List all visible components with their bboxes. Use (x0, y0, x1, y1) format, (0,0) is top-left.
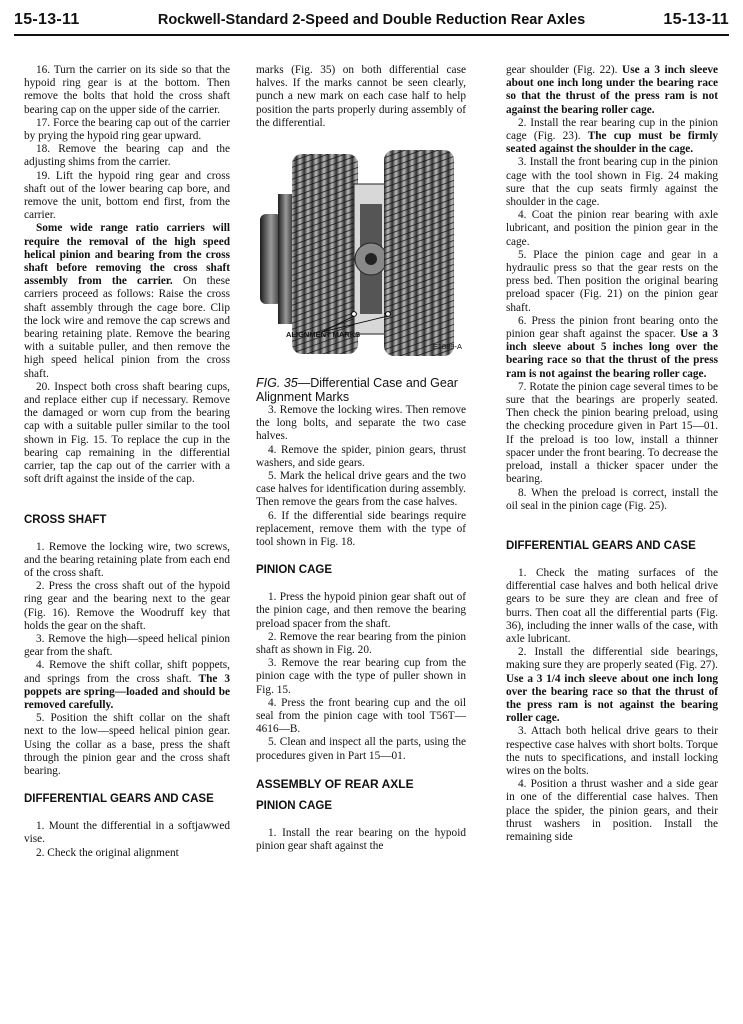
step-17: 17. Force the bearing cap out of the carrier by prying the hypoid ring gear upward. (24, 116, 230, 143)
assembly-step-4: 4. Coat the pinion rear bearing with axle lubricant, and position the pinion gear in the cage. (506, 209, 718, 248)
heading-differential-gears: DIFFERENTIAL GEARS AND CASE (24, 793, 214, 806)
diff-assembly-step-4: 4. Position a thrust washer and a side gear in one of the differential case halves. Then place the spider, the pinion gears, and their thrust washers in position. Install the remaining side (506, 778, 718, 843)
assembly-step-6-text: 6. Press the pinion front bearing onto the pinion gear shaft against the spacer. (506, 314, 718, 341)
column-3 (506, 64, 718, 844)
step-20: 20. Inspect both cross shaft bearing cups, and replace either cup if necessary. Remove the damaged or worn cup from the bearing cap with a suitable puller similar to the tool shown in Fig. 15. To replace the cup in the bearing cap remaining in the differential carrier, tap the cap out of the carrier with a soft drift against the inside of the cap. (24, 380, 230, 486)
assembly-step-3: 3. Install the front bearing cup in the pinion cage with the tool shown in Fig. 24 making sure that the cup seats firmly against the shoulder in the cage. (506, 156, 718, 209)
diff-assembly-step-3: 3. Attach both helical drive gears to their respective case halves with short bolts. Torque the nuts to specifications, and install locking wires on the bolts. (506, 725, 718, 777)
diff-assembly-step-1: 1. Check the mating surfaces of the differential case halves and both helical drive gears to be sure they are clean and free of burrs. Then coat all the differential parts (Fig. 36), including the inner walls of the case, with axle lubricant. (506, 566, 718, 645)
step-6: 6. If the differential side bearings require replacement, remove them with the type of tool shown in Fig. 18. (256, 509, 466, 549)
heading-assembly-rear-axle: ASSEMBLY OF REAR AXLE (256, 776, 414, 791)
pinion-step-4: 4. Press the front bearing cup and the oil seal from the pinion cage with tool T56T—4616—B. (256, 696, 466, 736)
cross-shaft-step-5: 5. Position the shift collar on the shaft next to the low—speed helical pinion gear. Using the collar as a base, press the shaft through the pinion gear and the cross shaft bearing. (24, 712, 230, 777)
step-19: 19. Lift the hypoid ring gear and cross shaft out of the lower bearing cap bore, and remove the unit, bottom end first, from the carrier. (24, 169, 230, 222)
cross-shaft-step-4-bold: The 3 poppets are spring—loaded and should be removed carefully. (24, 672, 230, 711)
assembly-step-7: 7. Rotate the pinion cage several times to be sure that the bearings are properly seated. Then check the pinion bearing preload, using the checking procedure given in Part 15—01. If the preload is too low, install a thinner spacer under the front bearing. To decrease the preload, install a thicker spacer under the bearing. (506, 380, 718, 486)
assembly-step-5: 5. Place the pinion cage and gear in a hydraulic press so that the gear rests on the press bed. Then position the original bearing preload spacer (Fig. 21) on the pinion gear shaft. (506, 248, 718, 314)
wide-ratio-note (24, 222, 230, 380)
diff-assembly-step-2-bold: Use a 3 1/4 inch sleeve about one inch long over the bearing race so that the thrust of the press ram is not against the bearing roller cage. (506, 672, 718, 725)
heading-pinion-cage: PINION CAGE (256, 564, 333, 577)
cross-shaft-step-3: 3. Remove the high—speed helical pinion gear from the shaft. (24, 632, 230, 659)
assembly-step-8: 8. When the preload is correct, install the oil seal in the pinion cage (Fig. 25). (506, 486, 718, 512)
pinion-step-3: 3. Remove the rear bearing cup from the pinion cage with the type of puller shown in Fig. 15. (256, 657, 466, 696)
diff-assembly-step-2-text: 2. Install the differential side bearings, making sure they are properly seated (Fig. 27). (506, 646, 718, 672)
figure-35 (256, 144, 466, 366)
step-16: 16. Turn the carrier on its side so that the hypoid ring gear is at the bottom. Then remove the bolts that hold the cross shaft bearing cap on the upper side of the carrier. (24, 64, 230, 116)
heading-pinion-cage-assembly: PINION CAGE (256, 799, 333, 812)
assembly-step-1-bold: Use a 3 inch sleeve about one inch long under the bearing race so that the thrust of the press ram is not against the bearing roller cage. (506, 64, 718, 116)
pinion-step-5: 5. Clean and inspect all the parts, using the procedures given in Part 15—01. (256, 736, 466, 762)
column-2 (256, 64, 466, 853)
cross-shaft-step-4 (24, 659, 230, 712)
page-number-left: 15-13-11 (14, 11, 80, 28)
diff-step-1: 1. Mount the differential in a softjawwed vise. (24, 820, 230, 846)
assembly-step-2-text: 2. Install the rear bearing cup in the pinion cage (Fig. 23). (506, 116, 718, 143)
caption-fig-number: FIG. 35 (256, 376, 298, 391)
figure-35-caption (256, 376, 466, 404)
cross-shaft-step-4-text: 4. Remove the shift collar, shift poppets, and springs from the cross shaft. (24, 659, 230, 685)
figure-code: E1889-A (432, 342, 462, 352)
diff-step-2: 2. Check the original alignment (36, 846, 179, 859)
assembly-step-1-text: gear shoulder (Fig. 22). (506, 64, 623, 76)
step-18: 18. Remove the bearing cap and the adjusting shims from the carrier. (24, 143, 230, 169)
step-3: 3. Remove the locking wires. Then remove the long bolts, and separate the two case halves. (256, 404, 466, 443)
assembly-step-6-bold: Use a 3 inch sleeve about 5 inches long over the bearing race so that the thrust of the press ram is not against the bearing roller cage. (506, 328, 718, 380)
wide-ratio-note-bold: Some wide range ratio carriers will require the removal of the high speed helical pinion and bearing from the cross shaft before removing the cross shaft assembly from the carrier. (24, 222, 230, 288)
assembly-step-1-cont (506, 64, 718, 117)
alignment-marks-text: marks (Fig. 35) on both differential case halves. If the marks cannot be seen clearly, punch a new mark on each case half to help position the parts properly during assembly of the differential. (256, 64, 466, 129)
heading-differential-gears-assembly: DIFFERENTIAL GEARS AND CASE (506, 539, 696, 552)
step-5: 5. Mark the helical drive gears and the two case halves for identification during assembly. Then remove the gears from the case halves. (256, 470, 466, 509)
cross-shaft-step-1: 1. Remove the locking wire, two screws, and the bearing retaining plate from each end of the cross shaft. (24, 540, 230, 579)
assembly-step-2-bold: The cup must be firmly seated against the shoulder in the cage. (506, 130, 718, 156)
caption-text: —Differential Case and Gear Alignment Marks (256, 376, 458, 405)
heading-cross-shaft: CROSS SHAFT (24, 513, 107, 526)
page-number-right: 15-13-11 (663, 11, 729, 28)
diff-assembly-step-2 (506, 646, 718, 725)
cross-shaft-step-2: 2. Press the cross shaft out of the hypoid ring gear and the bearing next to the gear (Fig. 16). Remove the Woodruff key that holds the gear on the shaft. (24, 580, 230, 632)
step-4: 4. Remove the spider, pinion gears, thrust washers, and side gears. (256, 443, 466, 469)
alignment-marks-label: ALIGNMENT MARKS (286, 330, 361, 340)
assembly-step-6 (506, 315, 718, 381)
page-header (14, 6, 729, 36)
pinion-step-1: 1. Press the hypoid pinion gear shaft out of the pinion cage, and then remove the bearing preload spacer from the shaft. (256, 591, 466, 630)
assembly-step-2 (506, 117, 718, 157)
wide-ratio-note-rest: On these carriers proceed as follows: Raise the cross shaft assembly through the cage bore. Clip the lock wire and remove the cap screws and bearing retaining plate. Remove the bearing with a suitable puller, and then remove the high speed helical pinion from the cross shaft. (24, 275, 231, 380)
pinion-step-2: 2. Remove the rear bearing from the pinion shaft as shown in Fig. 20. (256, 630, 466, 657)
page-title: Rockwell-Standard 2-Speed and Double Reduction Rear Axles (157, 12, 586, 28)
column-1 (24, 64, 230, 860)
assembly-step-1: 1. Install the rear bearing on the hypoid pinion gear shaft against the (256, 826, 466, 853)
